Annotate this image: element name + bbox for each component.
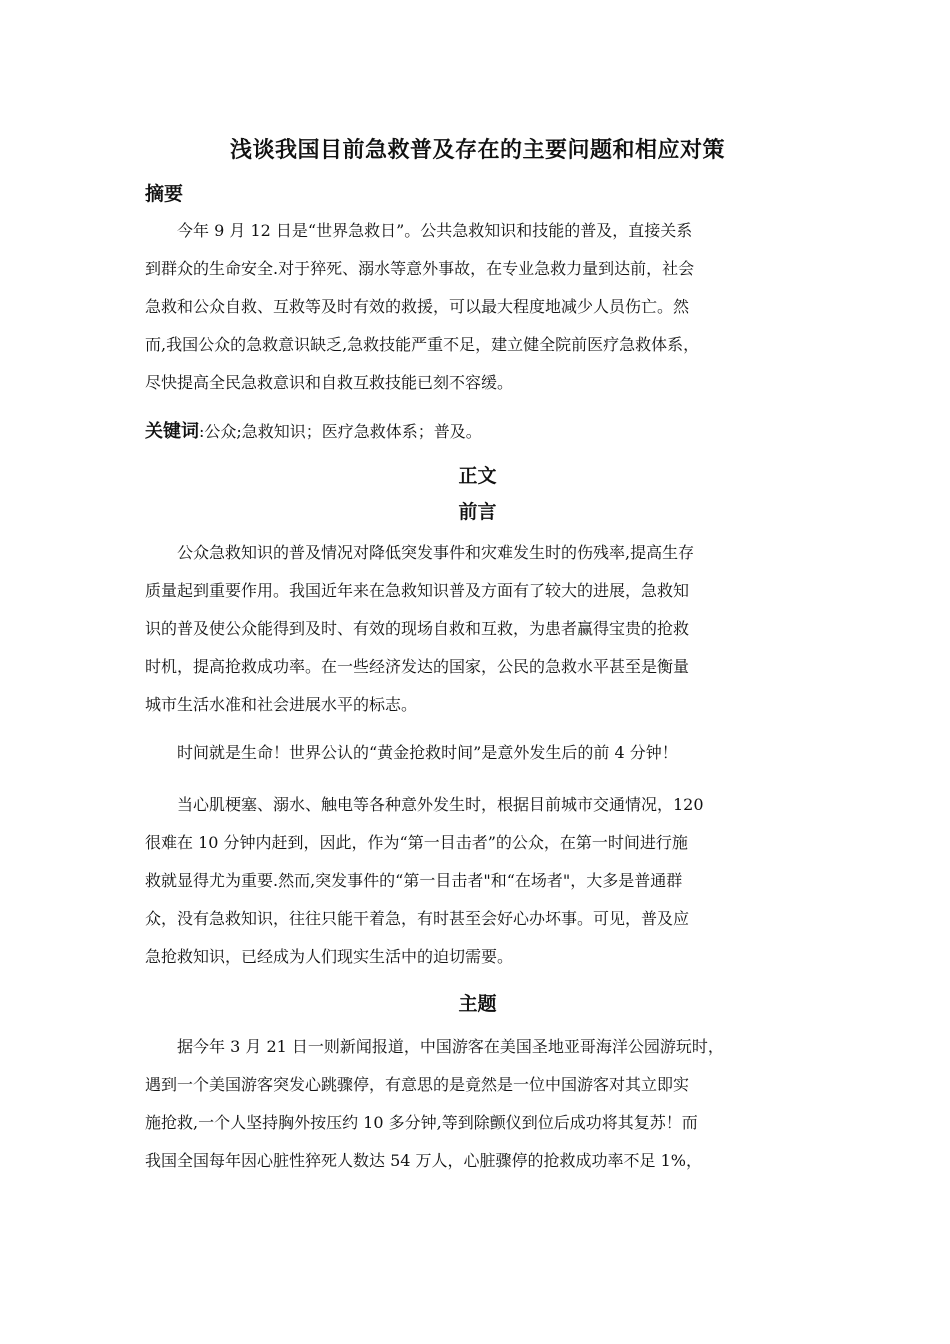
abstract-line: 急救和公众自救、互救等及时有效的救援，可以最大程度地减少人员伤亡。然 [145,297,690,316]
preface-line: 救就显得尤为重要.然而,突发事件的“第一目击者"和“在场者"，大多是普通群 [145,871,683,890]
theme-heading: 主题 [458,993,497,1015]
preface-line: 很难在 10 分钟内赶到，因此，作为“第一目击者”的公众，在第一时间进行施 [145,833,688,852]
theme-line: 施抢救,一个人坚持胸外按压约 10 多分钟,等到除颤仪到位后成功将其复苏！而 [145,1113,698,1132]
preface-line: 时机，提高抢救成功率。在一些经济发达的国家，公民的急救水平甚至是衡量 [145,657,690,676]
body-heading: 正文 [458,465,497,487]
preface-paragraph-1 [145,534,810,724]
theme-line: 遇到一个美国游客突发心跳骤停，有意思的是竟然是一位中国游客对其立即实 [145,1075,690,1094]
keywords-text: :公众;急救知识；医疗急救体系；普及。 [199,422,482,441]
preface-line: 识的普及使公众能得到及时、有效的现场自救和互救，为患者赢得宝贵的抢救 [145,619,690,638]
preface-heading: 前言 [458,501,497,523]
preface-line: 时间就是生命！世界公认的“黄金抢救时间”是意外发生后的前 4 分钟！ [177,743,678,762]
preface-line: 急抢救知识，已经成为人们现实生活中的迫切需要。 [145,947,514,966]
preface-line: 质量起到重要作用。我国近年来在急救知识普及方面有了较大的进展，急救知 [145,581,690,600]
document-title: 浅谈我国目前急救普及存在的主要问题和相应对策 [229,137,725,163]
keywords-label: 关键词 [145,421,199,442]
abstract-paragraph [145,212,810,402]
theme-line: 据今年 3 月 21 日一则新闻报道，中国游客在美国圣地亚哥海洋公园游玩时， [177,1037,724,1056]
keywords-line [145,412,810,452]
preface-paragraph-2 [145,734,810,772]
abstract-line: 今年 9 月 12 日是“世界急救日”。公共急救知识和技能的普及，直接关系 [177,221,693,240]
theme-paragraph-1 [145,1028,810,1180]
abstract-line: 尽快提高全民急救意识和自救互救技能已刻不容缓。 [145,373,514,392]
preface-line: 当心肌梗塞、溺水、触电等各种意外发生时，根据目前城市交通情况，120 [177,795,704,814]
preface-paragraph-3 [145,786,810,976]
preface-line: 公众急救知识的普及情况对降低突发事件和灾难发生时的伤残率,提高生存 [177,543,695,562]
theme-line: 我国全国每年因心脏性猝死人数达 54 万人，心脏骤停的抢救成功率不足 1%， [145,1151,703,1170]
preface-line: 众，没有急救知识，往往只能干着急，有时甚至会好心办坏事。可见，普及应 [145,909,690,928]
abstract-line: 到群众的生命安全.对于猝死、溺水等意外事故，在专业急救力量到达前，社会 [145,259,695,278]
abstract-line: 而,我国公众的急救意识缺乏,急救技能严重不足，建立健全院前医疗急救体系， [145,335,700,354]
document-content [145,128,810,1190]
abstract-heading: 摘要 [145,183,184,205]
preface-line: 城市生活水准和社会进展水平的标志。 [145,695,418,714]
